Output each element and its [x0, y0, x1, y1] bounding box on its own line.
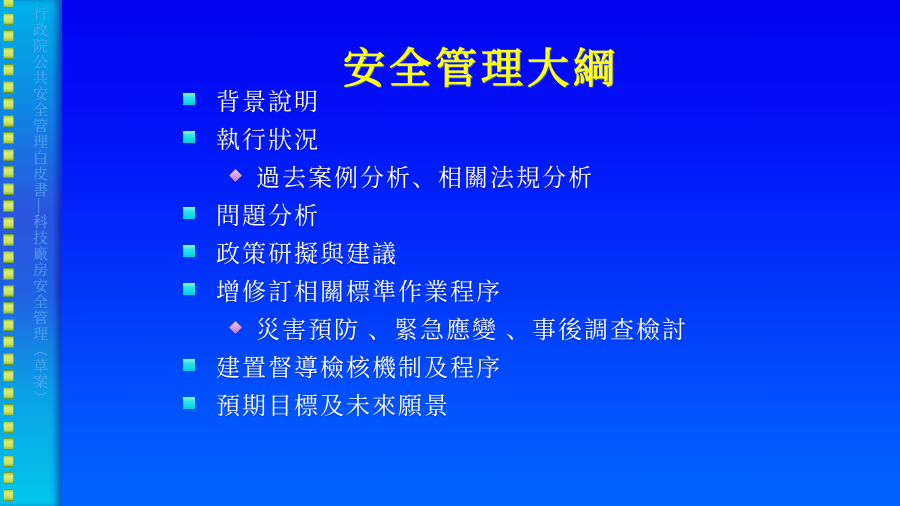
sidebar-square-icon	[3, 64, 14, 76]
outline-item	[183, 194, 900, 232]
diamond-bullet-icon	[229, 169, 242, 182]
outline-item	[183, 384, 900, 422]
square-bullet-icon	[183, 283, 195, 295]
outline-item	[229, 308, 900, 346]
sidebar-square-icon	[3, 0, 14, 8]
outline-item	[183, 118, 900, 156]
outline-item-text: 政策研擬與建議	[216, 241, 398, 268]
sidebar-vertical-watermark-text: 行政院公共安全管理白皮書—科技廠房安全管理（草案）	[31, 6, 47, 406]
outline-item-text: 背景說明	[216, 89, 320, 116]
square-bullet-icon	[183, 245, 195, 257]
outline-item	[229, 156, 900, 194]
outline-item	[183, 232, 900, 270]
outline-item-text: 過去案例分析、相關法規分析	[256, 165, 594, 192]
square-bullet-icon	[183, 207, 195, 219]
outline-item	[183, 80, 900, 118]
sidebar-square-icon	[3, 455, 14, 467]
square-bullet-icon	[183, 359, 195, 371]
sidebar-square-icon	[3, 438, 14, 450]
sidebar-square-icon	[3, 472, 14, 484]
square-bullet-icon	[183, 93, 195, 105]
square-bullet-icon	[183, 397, 195, 409]
outline-item-text: 建置督導檢核機制及程序	[216, 355, 502, 382]
outline-list	[0, 80, 900, 422]
sidebar-square-icon	[3, 421, 14, 433]
outline-item-text: 災害預防 、緊急應變 、事後調查檢討	[256, 317, 688, 344]
sidebar-square-icon	[3, 30, 14, 42]
sidebar-square-icon	[3, 489, 14, 501]
square-bullet-icon	[183, 131, 195, 143]
outline-item-text: 預期目標及未來願景	[216, 393, 450, 420]
outline-item	[183, 270, 900, 308]
sidebar-square-icon	[3, 47, 14, 59]
outline-item-text: 增修訂相關標準作業程序	[216, 279, 502, 306]
outline-item-text: 問題分析	[216, 203, 320, 230]
slide-title: 安全管理大綱	[342, 47, 619, 94]
outline-item-text: 執行狀況	[216, 127, 320, 154]
sidebar-square-icon	[3, 13, 14, 25]
diamond-bullet-icon	[229, 321, 242, 334]
outline-item	[183, 346, 900, 384]
